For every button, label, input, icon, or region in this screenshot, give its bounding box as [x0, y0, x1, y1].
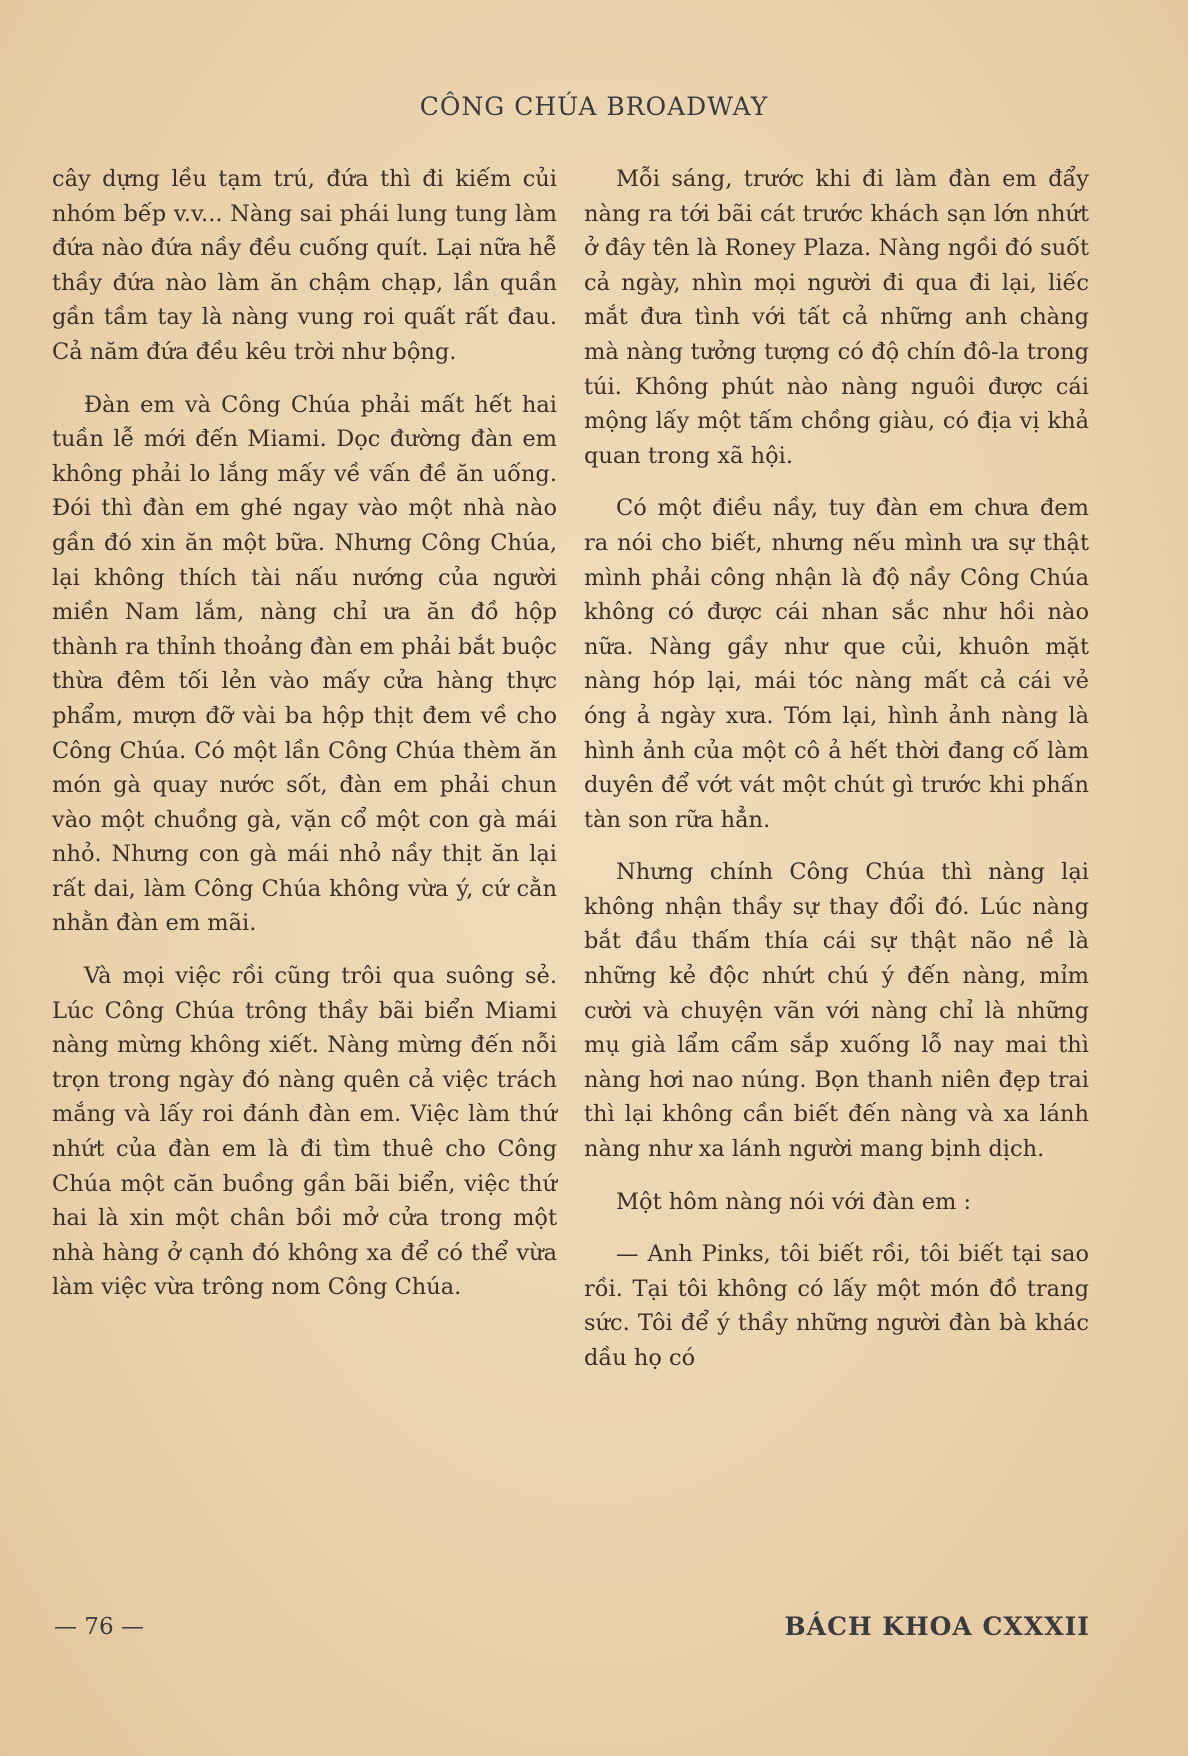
publication-title: BÁCH KHOA CXXXII [784, 1612, 1090, 1641]
paragraph: Đàn em và Công Chúa phải mất hết hai tuần lễ mới đến Miami. Dọc đường đàn em không phải lo lắng mấy về vấn đề ăn uống. Đói thì đàn em ghé ngay vào một nhà nào gần đó xin ăn một bữa. Nhưng Công Chúa, lại không thích tài nấu nướng của người miền Nam lắm, nàng chỉ ưa ăn đồ hộp thành ra thỉnh thoảng đàn em phải bắt buộc thừa đêm tối lẻn vào mấy cửa hàng thực phẩm, mượn đỡ vài ba hộp thịt đem về cho Công Chúa. Có một lần Công Chúa thèm ăn món gà quay nước sốt, đàn em phải chun vào một chuồng gà, vặn cổ một con gà mái nhỏ. Nhưng con gà mái nhỏ nầy thịt ăn lại rất dai, làm Công Chúa không vừa ý, cứ cằn nhằn đàn em mãi. [52, 391, 557, 937]
paragraph: Mỗi sáng, trước khi đi làm đàn em đẩy nàng ra tới bãi cát trước khách sạn lớn nhứt ở đây tên là Roney Plaza. Nàng ngồi đó suốt cả ngày, nhìn mọi người đi qua đi lại, liếc mắt đưa tình với tất cả những anh chàng mà nàng tưởng tượng có độ chín đô-la trong túi. Không phút nào nàng nguôi được cái mộng lấy một tấm chồng giàu, có địa vị khả quan trong xã hội. [584, 166, 1089, 469]
paragraph: Và mọi việc rồi cũng trôi qua suông sẻ. Lúc Công Chúa trông thầy bãi biển Miami nàng mừng không xiết. Nàng mừng đến nỗi trọn trong ngày đó nàng quên cả việc trách mắng và lấy roi đánh đàn em. Việc làm thứ nhứt của đàn em là đi tìm thuê cho Công Chúa một căn buồng gần bãi biển, việc thứ hai là xin một chân bồi mở cửa trong một nhà hàng ở cạnh đó không xa để có thể vừa làm việc vừa trông nom Công Chúa. [52, 963, 557, 1301]
paragraph: Có một điều nầy, tuy đàn em chưa đem ra nói cho biết, nhưng nếu mình ưa sự thật mình phải công nhận là độ nầy Công Chúa không có được cái nhan sắc như hồi nào nữa. Nàng gầy như que củi, khuôn mặt nàng hóp lại, mái tóc nàng mất cả cái vẻ óng ả ngày xưa. Tóm lại, hình ảnh nàng là hình ảnh của một cô ả hết thời đang cố làm duyên để vớt vát một chút gì trước khi phấn tàn son rữa hẳn. [584, 495, 1089, 833]
running-title: CÔNG CHÚA BROADWAY [419, 92, 769, 121]
right-column [584, 162, 1089, 1394]
paragraph: Nhưng chính Công Chúa thì nàng lại không nhận thầy sự thay đổi đó. Lúc nàng bắt đầu thấm thía cái sự thật não nề là những kẻ độc nhứt chú ý đến nàng, mỉm cười và chuyện vãn với nàng chỉ là những mụ già lẩm cẩm sắp xuống lỗ nay mai thì nàng hơi nao núng. Bọn thanh niên đẹp trai thì lại không cần biết đến nàng và xa lánh nàng như xa lánh người mang bịnh dịch. [584, 859, 1089, 1163]
paragraph: — Anh Pinks, tôi biết rồi, tôi biết tại sao rồi. Tại tôi không có lấy một món đồ trang sức. Tôi để ý thầy những người đàn bà khác dầu họ có [584, 1241, 1089, 1371]
page-number: — 76 — [54, 1614, 144, 1640]
paragraph: cây dựng lều tạm trú, đứa thì đi kiếm củi nhóm bếp v.v... Nàng sai phái lung tung làm đứa nào đứa nầy đều cuống quít. Lại nữa hễ thầy đứa nào làm ăn chậm chạp, lần quần gần tầm tay là nàng vung roi quất rất đau. Cả năm đứa đều kêu trời như bộng. [52, 166, 557, 365]
paragraph: Một hôm nàng nói với đàn em : [616, 1188, 972, 1215]
left-column [52, 162, 557, 1323]
